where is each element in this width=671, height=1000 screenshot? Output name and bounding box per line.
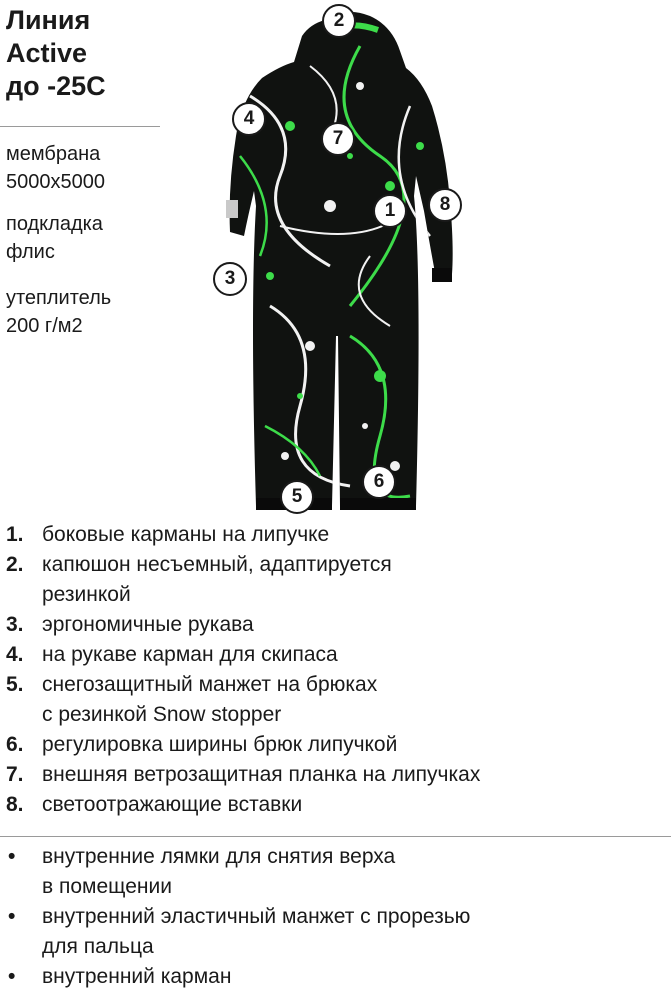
feature-text: эргономичные рукава <box>42 613 254 636</box>
callout-7: 7 <box>321 122 355 156</box>
feature-text: светоотражающие вставки <box>42 793 303 816</box>
feature-text-cont: с резинкой Snow stopper <box>42 703 282 726</box>
suit-silhouette <box>230 12 453 506</box>
extra-item <box>6 842 666 902</box>
bullet-icon: • <box>8 905 16 928</box>
spec-insulation <box>6 284 111 340</box>
spec-lining <box>6 210 103 266</box>
feature-text: внешняя ветрозащитная планка на липучках <box>42 763 481 786</box>
spec-value: 5000x5000 <box>6 171 105 193</box>
feature-item <box>6 730 666 760</box>
feature-number: 4. <box>6 643 24 666</box>
spec-label: утеплитель <box>6 287 112 309</box>
callout-2: 2 <box>322 4 356 38</box>
feature-text: капюшон несъемный, адаптируется <box>42 553 392 576</box>
feature-number: 7. <box>6 763 24 786</box>
feature-item <box>6 520 666 550</box>
feature-item <box>6 550 666 610</box>
feature-text: на рукаве карман для скипаса <box>42 643 338 666</box>
spec-value: флис <box>6 241 55 263</box>
feature-item <box>6 610 666 640</box>
callout-8: 8 <box>428 188 462 222</box>
spec-label: подкладка <box>6 213 103 235</box>
overall-product-image <box>210 6 485 514</box>
extra-text: внутренние лямки для снятия верха <box>42 845 396 868</box>
extra-item <box>6 962 666 992</box>
feature-number: 8. <box>6 793 24 816</box>
feature-text-cont: резинкой <box>42 583 131 606</box>
reflective-strip <box>226 200 238 218</box>
feature-item <box>6 760 666 790</box>
feature-number: 6. <box>6 733 24 756</box>
product-line-title <box>6 4 106 103</box>
section-divider <box>0 836 671 837</box>
feature-number: 2. <box>6 553 24 576</box>
extra-text: внутренний эластичный манжет с прорезью <box>42 905 471 928</box>
callout-5: 5 <box>280 480 314 514</box>
feature-item <box>6 790 666 820</box>
title-line-1: Линия <box>6 5 91 35</box>
feature-item <box>6 670 666 730</box>
boot-right <box>340 498 416 510</box>
extra-text: внутренний карман <box>42 965 232 988</box>
callout-1: 1 <box>373 194 407 228</box>
feature-text: снегозащитный манжет на брюках <box>42 673 378 696</box>
feature-number: 1. <box>6 523 24 546</box>
feature-list <box>6 520 666 820</box>
extra-text-cont: в помещении <box>42 875 172 898</box>
callout-4: 4 <box>232 102 266 136</box>
callout-6: 6 <box>362 465 396 499</box>
title-line-3: до -25С <box>6 71 106 101</box>
bullet-icon: • <box>8 845 16 868</box>
spec-label: мембрана <box>6 143 101 165</box>
feature-number: 5. <box>6 673 24 696</box>
spec-membrane <box>6 140 105 196</box>
cuff-right <box>432 268 452 282</box>
feature-item <box>6 640 666 670</box>
spec-value: 200 г/м2 <box>6 315 83 337</box>
extra-features-list <box>6 842 666 992</box>
bullet-icon: • <box>8 965 16 988</box>
callout-3: 3 <box>213 262 247 296</box>
extra-text-cont: для пальца <box>42 935 154 958</box>
extra-item <box>6 902 666 962</box>
feature-text: регулировка ширины брюк липучкой <box>42 733 398 756</box>
feature-number: 3. <box>6 613 24 636</box>
feature-text: боковые карманы на липучке <box>42 523 330 546</box>
title-line-2: Active <box>6 38 88 68</box>
title-divider <box>0 126 160 127</box>
